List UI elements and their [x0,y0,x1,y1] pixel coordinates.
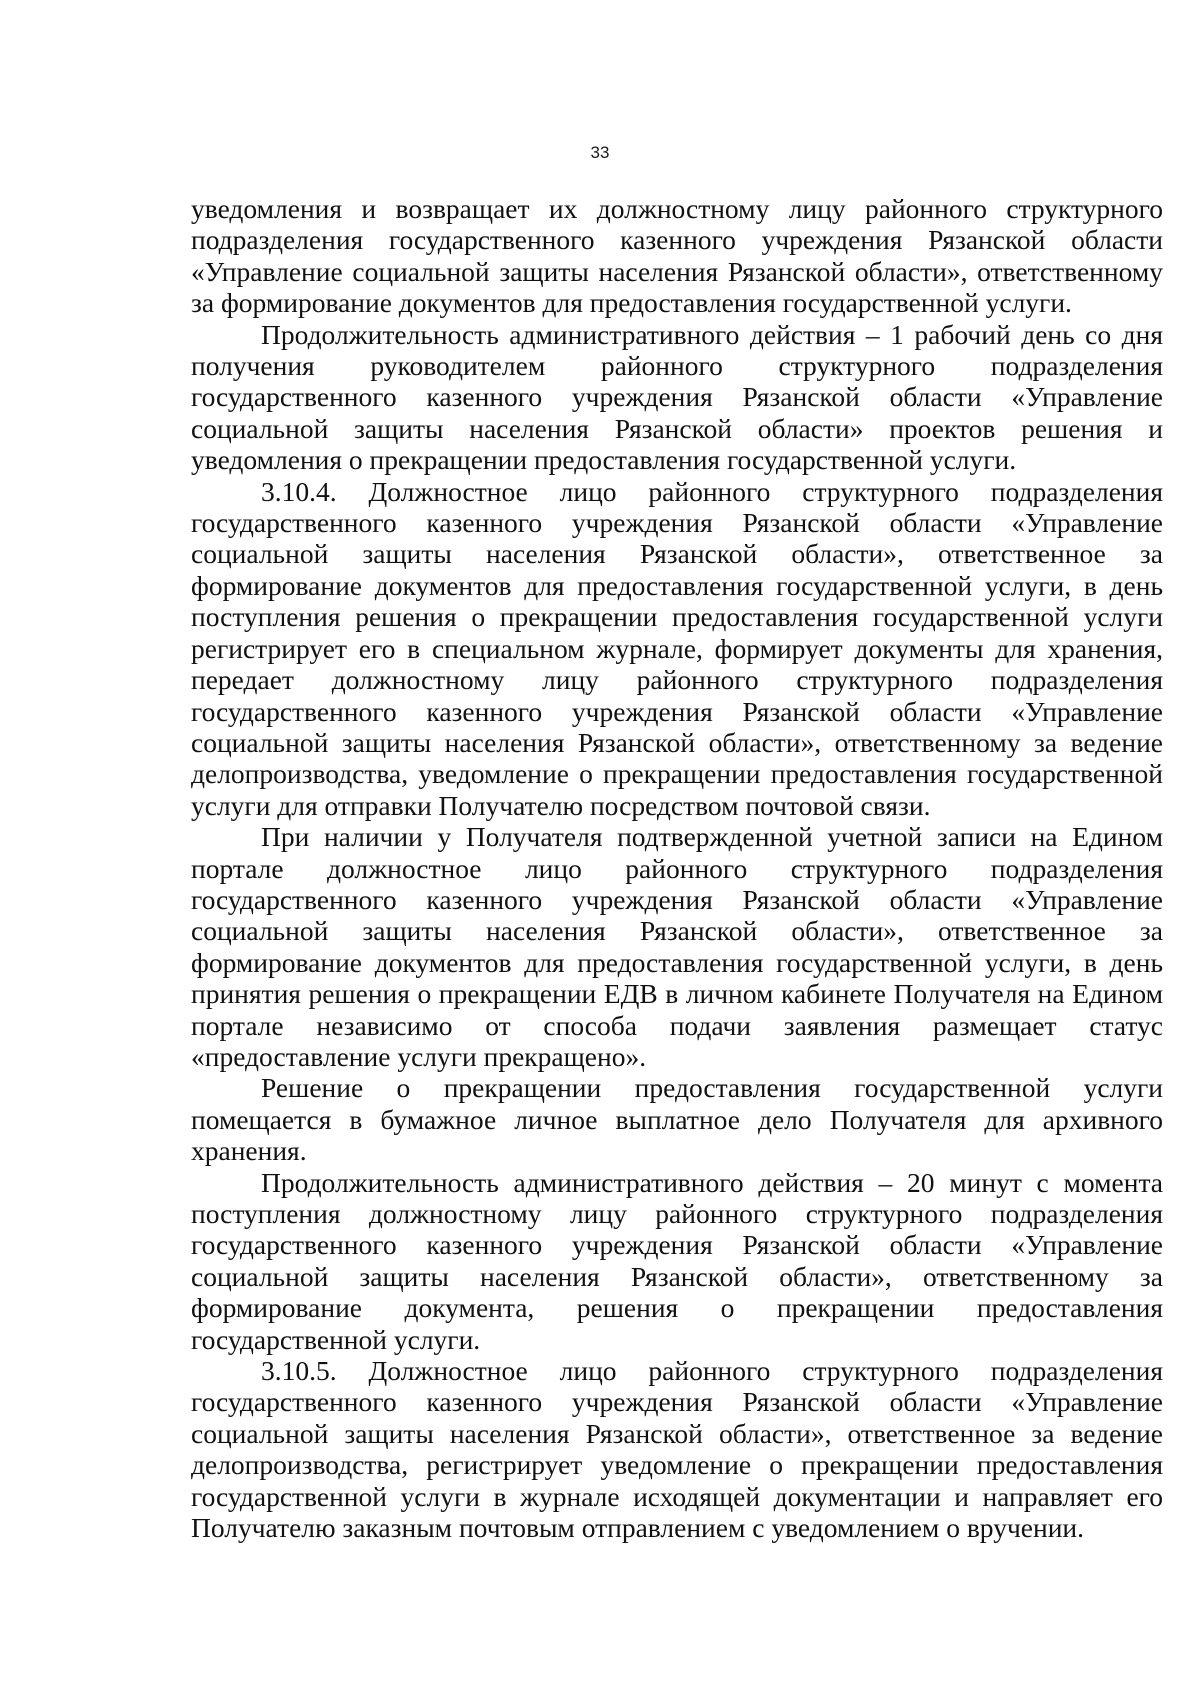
paragraph-duration-1: Продолжительность административного действия – 1 рабочий день со дня получения руководителем районного структурного подразделения государственного казенного учреждения Рязанской области «Управление социальной защиты населения Рязанской области» проектов решения и уведомления о прекращении предоставления государственной услуги. [191,318,1163,476]
paragraph-duration-2: Продолжительность административного действия – 20 минут с момента поступления должностному лицу районного структурного подразделения государственного казенного учреждения Рязанской области «Управление социальной защиты населения Рязанской области», ответственному за формирование документа, решения о прекращении предоставления государственной услуги. [191,1166,1163,1355]
paragraph-3-10-4: 3.10.4. Должностное лицо районного структурного подразделения государственного казенного учреждения Рязанской области «Управление социальной защиты населения Рязанской области», ответственное за формирование документов для предоставления государственной услуги, в день поступления решения о прекращении предоставления государственной услуги регистрирует его в специальном журнале, формирует документы для хранения, передает должностному лицу районного структурного подразделения государственного казенного учреждения Рязанской области «Управление социальной защиты населения Рязанской области», ответственному за ведение делопроизводства, уведомление о прекращении предоставления государственной услуги для отправки Получателю посредством почтовой связи. [191,475,1163,821]
paragraph-3-10-5: 3.10.5. Должностное лицо районного структурного подразделения государственного казенного учреждения Рязанской области «Управление социальной защиты населения Рязанской области», ответственное за ведение делопроизводства, регистрирует уведомление о прекращении предоставления государственной услуги в журнале исходящей документации и направляет его Получателю заказным почтовым отправлением с уведомлением о вручении. [191,1355,1163,1544]
document-body [191,193,1163,1543]
paragraph-single-portal: При наличии у Получателя подтвержденной учетной записи на Едином портале должностное лицо районного структурного подразделения государственного казенного учреждения Рязанской области «Управление социальной защиты населения Рязанской области», ответственное за формирование документов для предоставления государственной услуги, в день принятия решения о прекращении ЕДВ в личном кабинете Получателя на Едином портале независимо от способа подачи заявления размещает статус «предоставление услуги прекращено». [191,821,1163,1072]
page-number: 33 [590,143,610,162]
paragraph-continuation: уведомления и возвращает их должностному лицу районного структурного подразделения государственного казенного учреждения Рязанской области «Управление социальной защиты населения Рязанской области», ответственному за формирование документов для предоставления государственной услуги. [191,193,1163,319]
paragraph-decision-archive: Решение о прекращении предоставления государственной услуги помещается в бумажное личное выплатное дело Получателя для архивного хранения. [191,1072,1163,1167]
